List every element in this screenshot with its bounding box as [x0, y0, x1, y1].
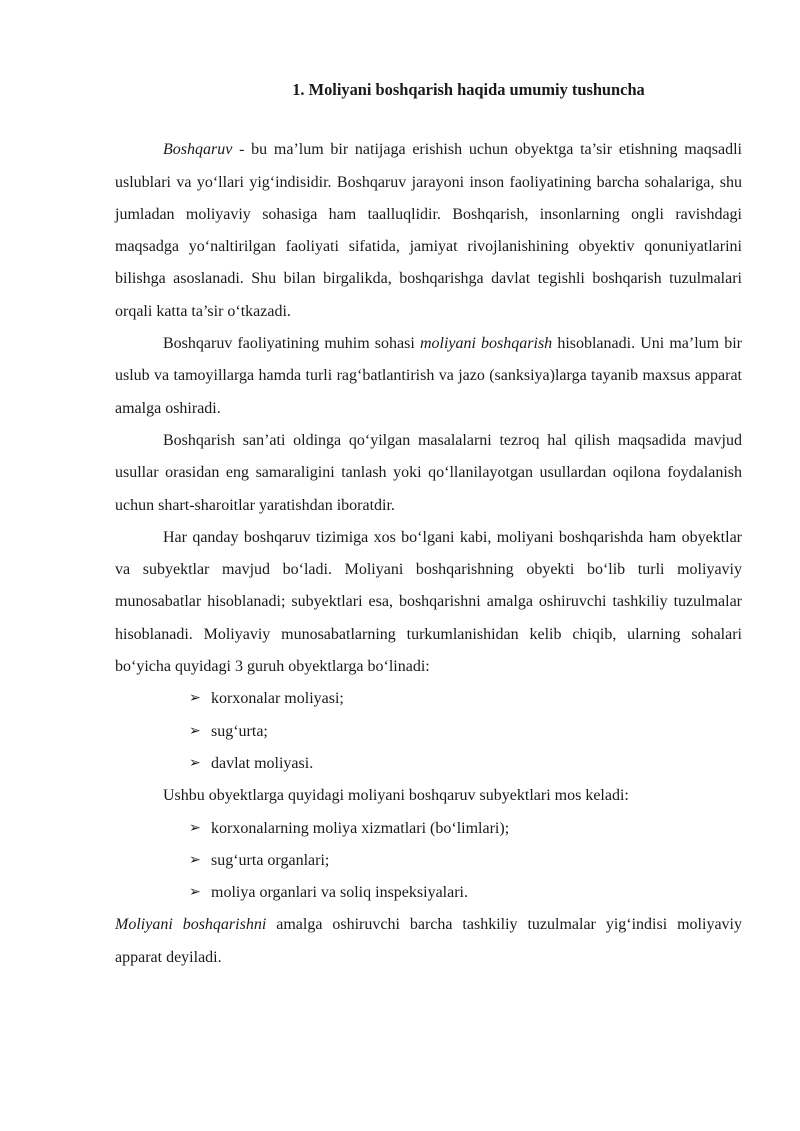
paragraph-definition: [115, 134, 742, 328]
list-item-text: korxonalar moliyasi;: [211, 690, 344, 708]
arrow-bullet-icon: ➢: [189, 691, 201, 707]
subjects-list: [115, 813, 742, 910]
document-page: [115, 74, 742, 974]
arrow-bullet-icon: ➢: [189, 820, 201, 836]
list-item-text: sug‘urta organlari;: [211, 851, 330, 869]
paragraph-financial-apparatus: [115, 909, 742, 974]
list-item-text: davlat moliyasi.: [211, 754, 314, 772]
paragraph-subjects-intro: Ushbu obyektlarga quyidagi moliyani boshqaruv subyektlari mos keladi:: [163, 787, 629, 805]
objects-list: [115, 683, 742, 780]
arrow-bullet-icon: ➢: [189, 852, 201, 868]
term-moliyani-boshqarishni: Moliyani boshqarishni: [115, 916, 267, 934]
list-item: [189, 748, 742, 780]
arrow-bullet-icon: ➢: [189, 723, 201, 739]
list-item-text: sug‘urta;: [211, 722, 268, 740]
list-item-text: korxonalarning moliya xizmatlari (bo‘limlari);: [211, 819, 510, 837]
paragraph-finance-before: Boshqaruv faoliyatining muhim sohasi: [163, 335, 420, 353]
list-item: [189, 716, 742, 748]
paragraph-finance-management: [115, 328, 742, 425]
paragraph-apparatus-text: amalga oshiruvchi barcha tashkiliy tuzulmalar yig‘indisi moliyaviy apparat deyiladi.: [115, 916, 742, 966]
list-item: [189, 877, 742, 909]
arrow-bullet-icon: ➢: [189, 755, 201, 771]
list-item: [189, 683, 742, 715]
paragraph-definition-text: - bu ma’lum bir natijaga erishish uchun obyektga ta’sir etishning maqsadli uslublari va yo‘llari yig‘indisidir. Boshqaruv jarayoni inson faoliyatining barcha sohalariga, shu jumladan moliyaviy sohasiga ham taalluqlidir. Boshqarish, insonlarning ongli ravishdagi maqsadga yo‘naltirilgan faoliyati sifatida, jamiyat rivojlanishining obyektiv qonuniyatlarini bilishga asoslanadi. Shu bilan birgalikda, boshqarishga davlat tegishli boshqarish tuzulmalari orqali katta ta’sir o‘tkazadi.: [115, 141, 742, 320]
section-heading: 1. Moliyani boshqarish haqida umumiy tushuncha: [292, 80, 645, 99]
list-item: [189, 845, 742, 877]
arrow-bullet-icon: ➢: [189, 885, 201, 901]
term-moliyani-boshqarish: moliyani boshqarish: [419, 335, 553, 353]
paragraph-finance-after: hisoblanadi. Uni ma’lum bir uslub va tamoyillarga hamda turli rag‘batlantirish va jazo (sanksiya)larga tayanib maxsus apparat amalga oshiradi.: [115, 335, 742, 417]
paragraph-objects-subjects: Har qanday boshqaruv tizimiga xos bo‘lgani kabi, moliyani boshqarishda ham obyektlar va subyektlar mavjud bo‘ladi. Moliyani boshqarishning obyekti bo‘lib turli moliyaviy munosabatlar hisoblanadi; subyektlari esa, boshqarishni amalga oshiruvchi tashkiliy tuzulmalar hisoblanadi. Moliyaviy munosabatlarning turkumlanishidan kelib chiqib, ularning sohalari bo‘yicha quyidagi 3 guruh obyektlarga bo‘linadi:: [115, 528, 742, 676]
term-boshqaruv: Boshqaruv: [163, 141, 233, 159]
list-item-text: moliya organlari va soliq inspeksiyalari.: [211, 884, 468, 902]
paragraph-management-art: Boshqarish san’ati oldinga qo‘yilgan masalalarni tezroq hal qilish maqsadida mavjud usullar orasidan eng samaraligini tanlash yoki qo‘llanilayotgan usullardan oqilona foydalanish uchun shart-sharoitlar yaratishdan iboratdir.: [115, 431, 742, 514]
list-item: [189, 813, 742, 845]
